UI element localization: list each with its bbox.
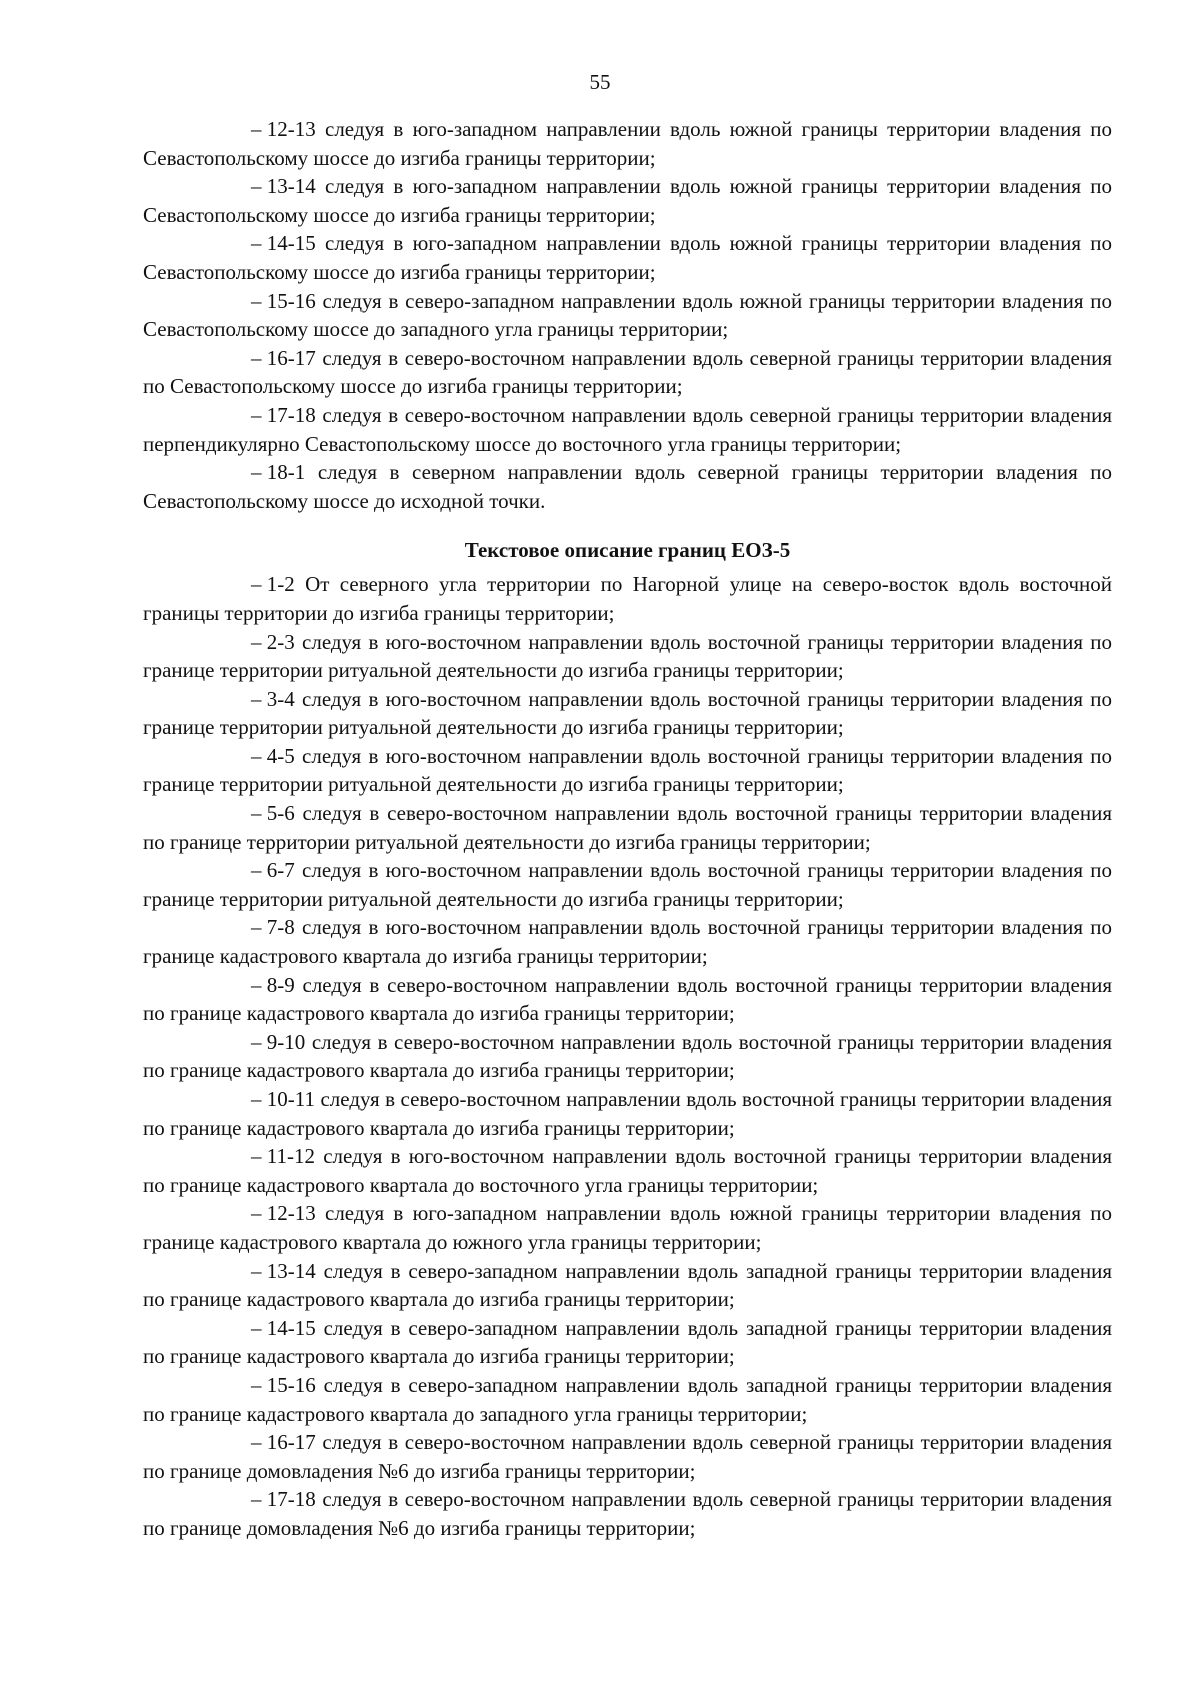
segment-text: следуя в северо-западном направлении вдоль западной границы территории владения по границе кадастрового квартала до изгиба границы территории; (143, 1315, 1112, 1369)
segment-text: следуя в северо-восточном направлении вдоль северной границы территории владения перпендикулярно Севастопольскому шоссе до восточного угла границы территории; (143, 402, 1112, 456)
boundary-item (143, 628, 1112, 685)
segment-code: – 11-12 (251, 1144, 315, 1169)
segment-code: – 12-13 (251, 1201, 316, 1226)
segment-code: – 15-16 (251, 1372, 316, 1397)
boundary-item (143, 172, 1112, 229)
section-eoz-4-continued (143, 115, 1112, 515)
boundary-item (143, 1142, 1112, 1199)
segment-text: следуя в северном направлении вдоль северной границы территории владения по Севастопольскому шоссе до исходной точки. (143, 460, 1113, 513)
boundary-item (143, 458, 1112, 515)
segment-code: – 6-7 (251, 858, 295, 883)
segment-code: – 14-15 (251, 231, 316, 256)
boundary-item (143, 685, 1112, 742)
boundary-item (143, 401, 1112, 458)
boundary-item (143, 1371, 1112, 1428)
segment-text: следуя в северо-западном направлении вдоль южной границы территории владения по Севастопольскому шоссе до западного угла границы территории; (143, 288, 1112, 342)
boundary-item (143, 799, 1112, 856)
segment-text: следуя в северо-восточном направлении вдоль северной границы территории владения по границе домовладения №6 до изгиба границы территории; (143, 1430, 1112, 1483)
boundary-item (143, 344, 1112, 401)
segment-text: следуя в северо-восточном направлении вдоль восточной границы территории владения по границе территории ритуальной деятельности до изгиба границы территории; (143, 801, 1113, 854)
segment-code: – 1-2 (251, 572, 295, 597)
boundary-item (143, 1428, 1112, 1485)
segment-code: – 17-18 (251, 1487, 316, 1512)
segment-text: следуя в юго-западном направлении вдоль южной границы территории владения по Севастопольскому шоссе до изгиба границы территории; (143, 231, 1112, 284)
section-heading: Текстовое описание границ ЕОЗ-5 (464, 538, 791, 563)
segment-code: – 15-16 (251, 288, 316, 313)
boundary-item (143, 913, 1112, 970)
segment-code: – 2-3 (251, 629, 295, 654)
segment-text: следуя в северо-восточном направлении вдоль северной границы территории владения по границе домовладения №6 до изгиба границы территории; (143, 1487, 1112, 1540)
segment-code: – 14-15 (251, 1315, 316, 1340)
segment-code: – 13-14 (251, 1258, 316, 1283)
boundary-item (143, 1485, 1112, 1542)
boundary-item (143, 570, 1112, 627)
segment-text: следуя в северо-западном направлении вдоль западной границы территории владения по границе кадастрового квартала до изгиба границы территории; (143, 1258, 1112, 1312)
boundary-item (143, 1028, 1112, 1085)
segment-code: – 18-1 (251, 460, 306, 485)
segment-code: – 3-4 (251, 686, 295, 711)
segment-code: – 17-18 (251, 402, 316, 427)
boundary-item (143, 1085, 1112, 1142)
segment-text: следуя в северо-восточном направлении вдоль восточной границы территории владения по границе кадастрового квартала до изгиба границы территории; (143, 1087, 1113, 1140)
segment-code: – 9-10 (251, 1029, 306, 1054)
segment-text: следуя в юго-восточном направлении вдоль восточной границы территории владения по границе территории ритуальной деятельности до изгиба границы территории; (143, 629, 1113, 683)
segment-text: следуя в юго-западном направлении вдоль южной границы территории владения по границе кадастрового квартала до южного угла границы территории; (143, 1201, 1112, 1254)
segment-code: – 16-17 (251, 1430, 316, 1455)
segment-text: следуя в юго-западном направлении вдоль южной границы территории владения по Севастопольскому шоссе до изгиба границы территории; (143, 117, 1112, 170)
segment-text: следуя в северо-западном направлении вдоль западной границы территории владения по границе кадастрового квартала до западного угла границы территории; (143, 1372, 1112, 1426)
page-content (143, 115, 1112, 1543)
segment-text: От северного угла территории по Нагорной улице на северо-восток вдоль восточной границы территории до изгиба границы территории; (143, 572, 1112, 625)
boundary-item (143, 856, 1112, 913)
boundary-item (143, 971, 1112, 1028)
segment-text: следуя в северо-восточном направлении вдоль северной границы территории владения по Севастопольскому шоссе до изгиба границы территории; (143, 345, 1112, 399)
boundary-item (143, 1257, 1112, 1314)
segment-text: следуя в юго-восточном направлении вдоль восточной границы территории владения по границе территории ритуальной деятельности до изгиба границы территории; (143, 743, 1113, 797)
boundary-item (143, 115, 1112, 172)
segment-code: – 7-8 (251, 915, 295, 940)
page-number: 55 (589, 70, 611, 94)
segment-code: – 10-11 (251, 1087, 315, 1111)
segment-text: следуя в юго-западном направлении вдоль южной границы территории владения по Севастопольскому шоссе до изгиба границы территории; (143, 174, 1112, 227)
section-eoz-5 (143, 570, 1112, 1542)
boundary-item (143, 1199, 1112, 1256)
segment-code: – 12-13 (251, 117, 316, 141)
segment-code: – 5-6 (251, 801, 295, 826)
boundary-item (143, 229, 1112, 286)
segment-text: следуя в северо-восточном направлении вдоль восточной границы территории владения по границе кадастрового квартала до изгиба границы территории; (143, 1029, 1113, 1083)
segment-code: – 4-5 (251, 743, 295, 768)
segment-text: следуя в юго-восточном направлении вдоль восточной границы территории владения по границе территории ритуальной деятельности до изгиба границы территории; (143, 858, 1113, 911)
segment-text: следуя в северо-восточном направлении вдоль восточной границы территории владения по границе кадастрового квартала до изгиба границы территории; (143, 972, 1113, 1026)
segment-text: следуя в юго-восточном направлении вдоль восточной границы территории владения по границе кадастрового квартала до изгиба границы территории; (143, 915, 1113, 969)
segment-text: следуя в юго-восточном направлении вдоль восточной границы территории владения по границе кадастрового квартала до восточного угла границы территории; (143, 1144, 1112, 1197)
segment-code: – 8-9 (251, 972, 295, 997)
boundary-item (143, 1314, 1112, 1371)
boundary-item (143, 742, 1112, 799)
boundary-item (143, 287, 1112, 344)
segment-code: – 13-14 (251, 174, 316, 199)
segment-code: – 16-17 (251, 345, 316, 370)
segment-text: следуя в юго-восточном направлении вдоль восточной границы территории владения по границе территории ритуальной деятельности до изгиба границы территории; (143, 686, 1113, 740)
